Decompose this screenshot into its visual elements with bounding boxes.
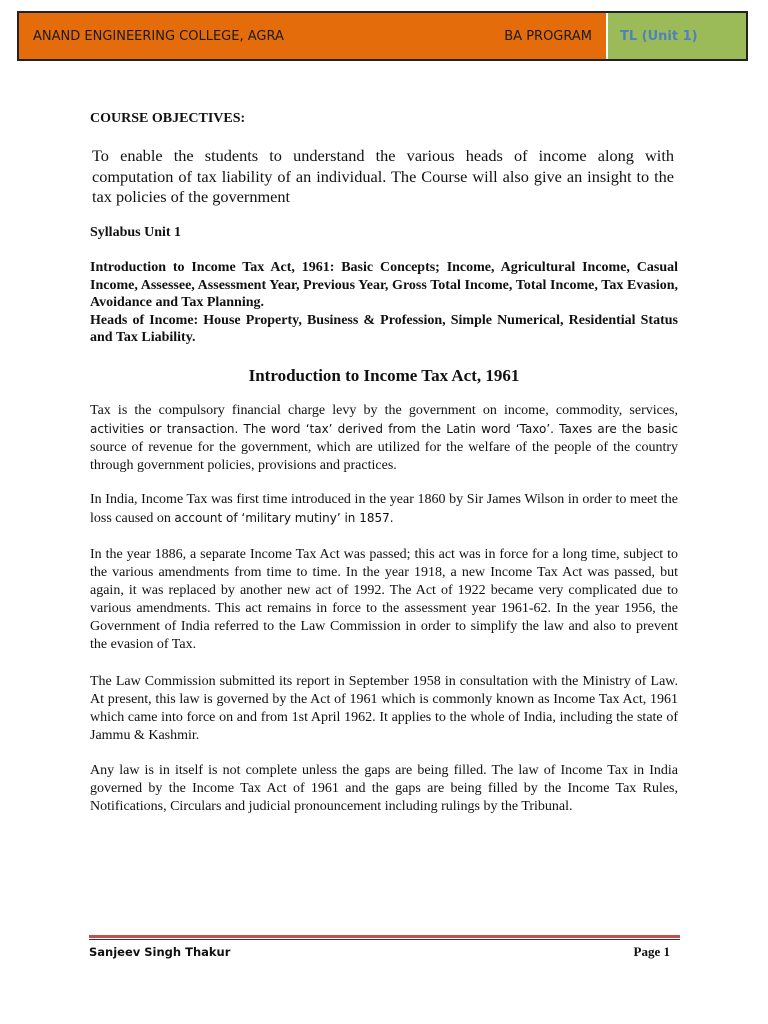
objectives-heading: COURSE OBJECTIVES: (90, 111, 246, 126)
footer-author: Sanjeev Singh Thakur (89, 945, 231, 959)
syllabus-content (90, 259, 678, 347)
section-title: Introduction to Income Tax Act, 1961 (248, 366, 520, 385)
page-header (17, 11, 748, 61)
syllabus-heading: Syllabus Unit 1 (90, 225, 182, 240)
objectives-text: To enable the students to understand the various heads of income along with computation of tax liability of an individual. The Course will also give an insight to the tax policies of the government (92, 146, 674, 206)
syllabus-line-2: Heads of Income: House Property, Business & Profession, Simple Numerical, Residential Status and Tax Liability. (90, 312, 678, 345)
paragraph-1-b: activities or transaction. The word ‘tax’ derived from the Latin word ‘Taxo’. Taxes are the basic (90, 422, 678, 436)
footer-divider (89, 935, 680, 938)
paragraph-3: In the year 1886, a separate Income Tax Act was passed; this act was in force for a long time, subject to the various amendments from time to time. In the year 1918, a new Income Tax Act was passed, but again, it was replaced by another new act of 1992. The Act of 1922 became very complicated due to various amendments. This act remains in force to the assessment year 1961-62. In the year 1956, the Government of India referred to the Law Commission in order to simplify the law and also to prevent the evasion of Tax. (90, 547, 678, 652)
header-college: ANAND ENGINEERING COLLEGE, AGRA (33, 28, 284, 44)
paragraph-2-b: account of ‘military mutiny’ in 1857. (174, 511, 394, 525)
paragraph-1-c: source of revenue for the government, which are utilized for the welfare of the people of the country through government policies, provisions and practices. (90, 440, 678, 473)
paragraph-4: The Law Commission submitted its report in September 1958 in consultation with the Ministry of Law. At present, this law is governed by the Act of 1961 which is commonly known as Income Tax Act, 1961 which came into force on and from 1st April 1962. It applies to the whole of India, including the state of Jammu & Kashmir. (90, 674, 678, 743)
header-program: BA PROGRAM (504, 28, 592, 44)
syllabus-line-1: Introduction to Income Tax Act, 1961: Basic Concepts; Income, Agricultural Income, Casual Income, Assessee, Assessment Year, Previous Year, Gross Total Income, Total Income, Tax Evasion, Avoidance and Tax Planning. (90, 260, 678, 310)
header-unit: TL (Unit 1) (620, 28, 698, 44)
paragraph-1-a: Tax is the compulsory financial charge levy by the government on income, commodity, services, (90, 403, 678, 418)
header-unit-band (608, 13, 746, 59)
footer-divider-thin (89, 939, 680, 940)
paragraph-1 (90, 402, 678, 475)
footer-page-number: Page 1 (633, 944, 670, 959)
paragraph-5: Any law is in itself is not complete unless the gaps are being filled. The law of Income Tax in India governed by the Income Tax Act of 1961 and the gaps are being filled by the Income Tax Rules, Notifications, Circulars and judicial pronouncement including rulings by the Tribunal. (90, 763, 678, 814)
paragraph-2-a: In India, Income Tax was first time introduced in the year 1860 by Sir James Wilson in order to meet the loss caused on (90, 492, 678, 526)
header-left-band (19, 13, 608, 59)
paragraph-2 (90, 491, 678, 528)
